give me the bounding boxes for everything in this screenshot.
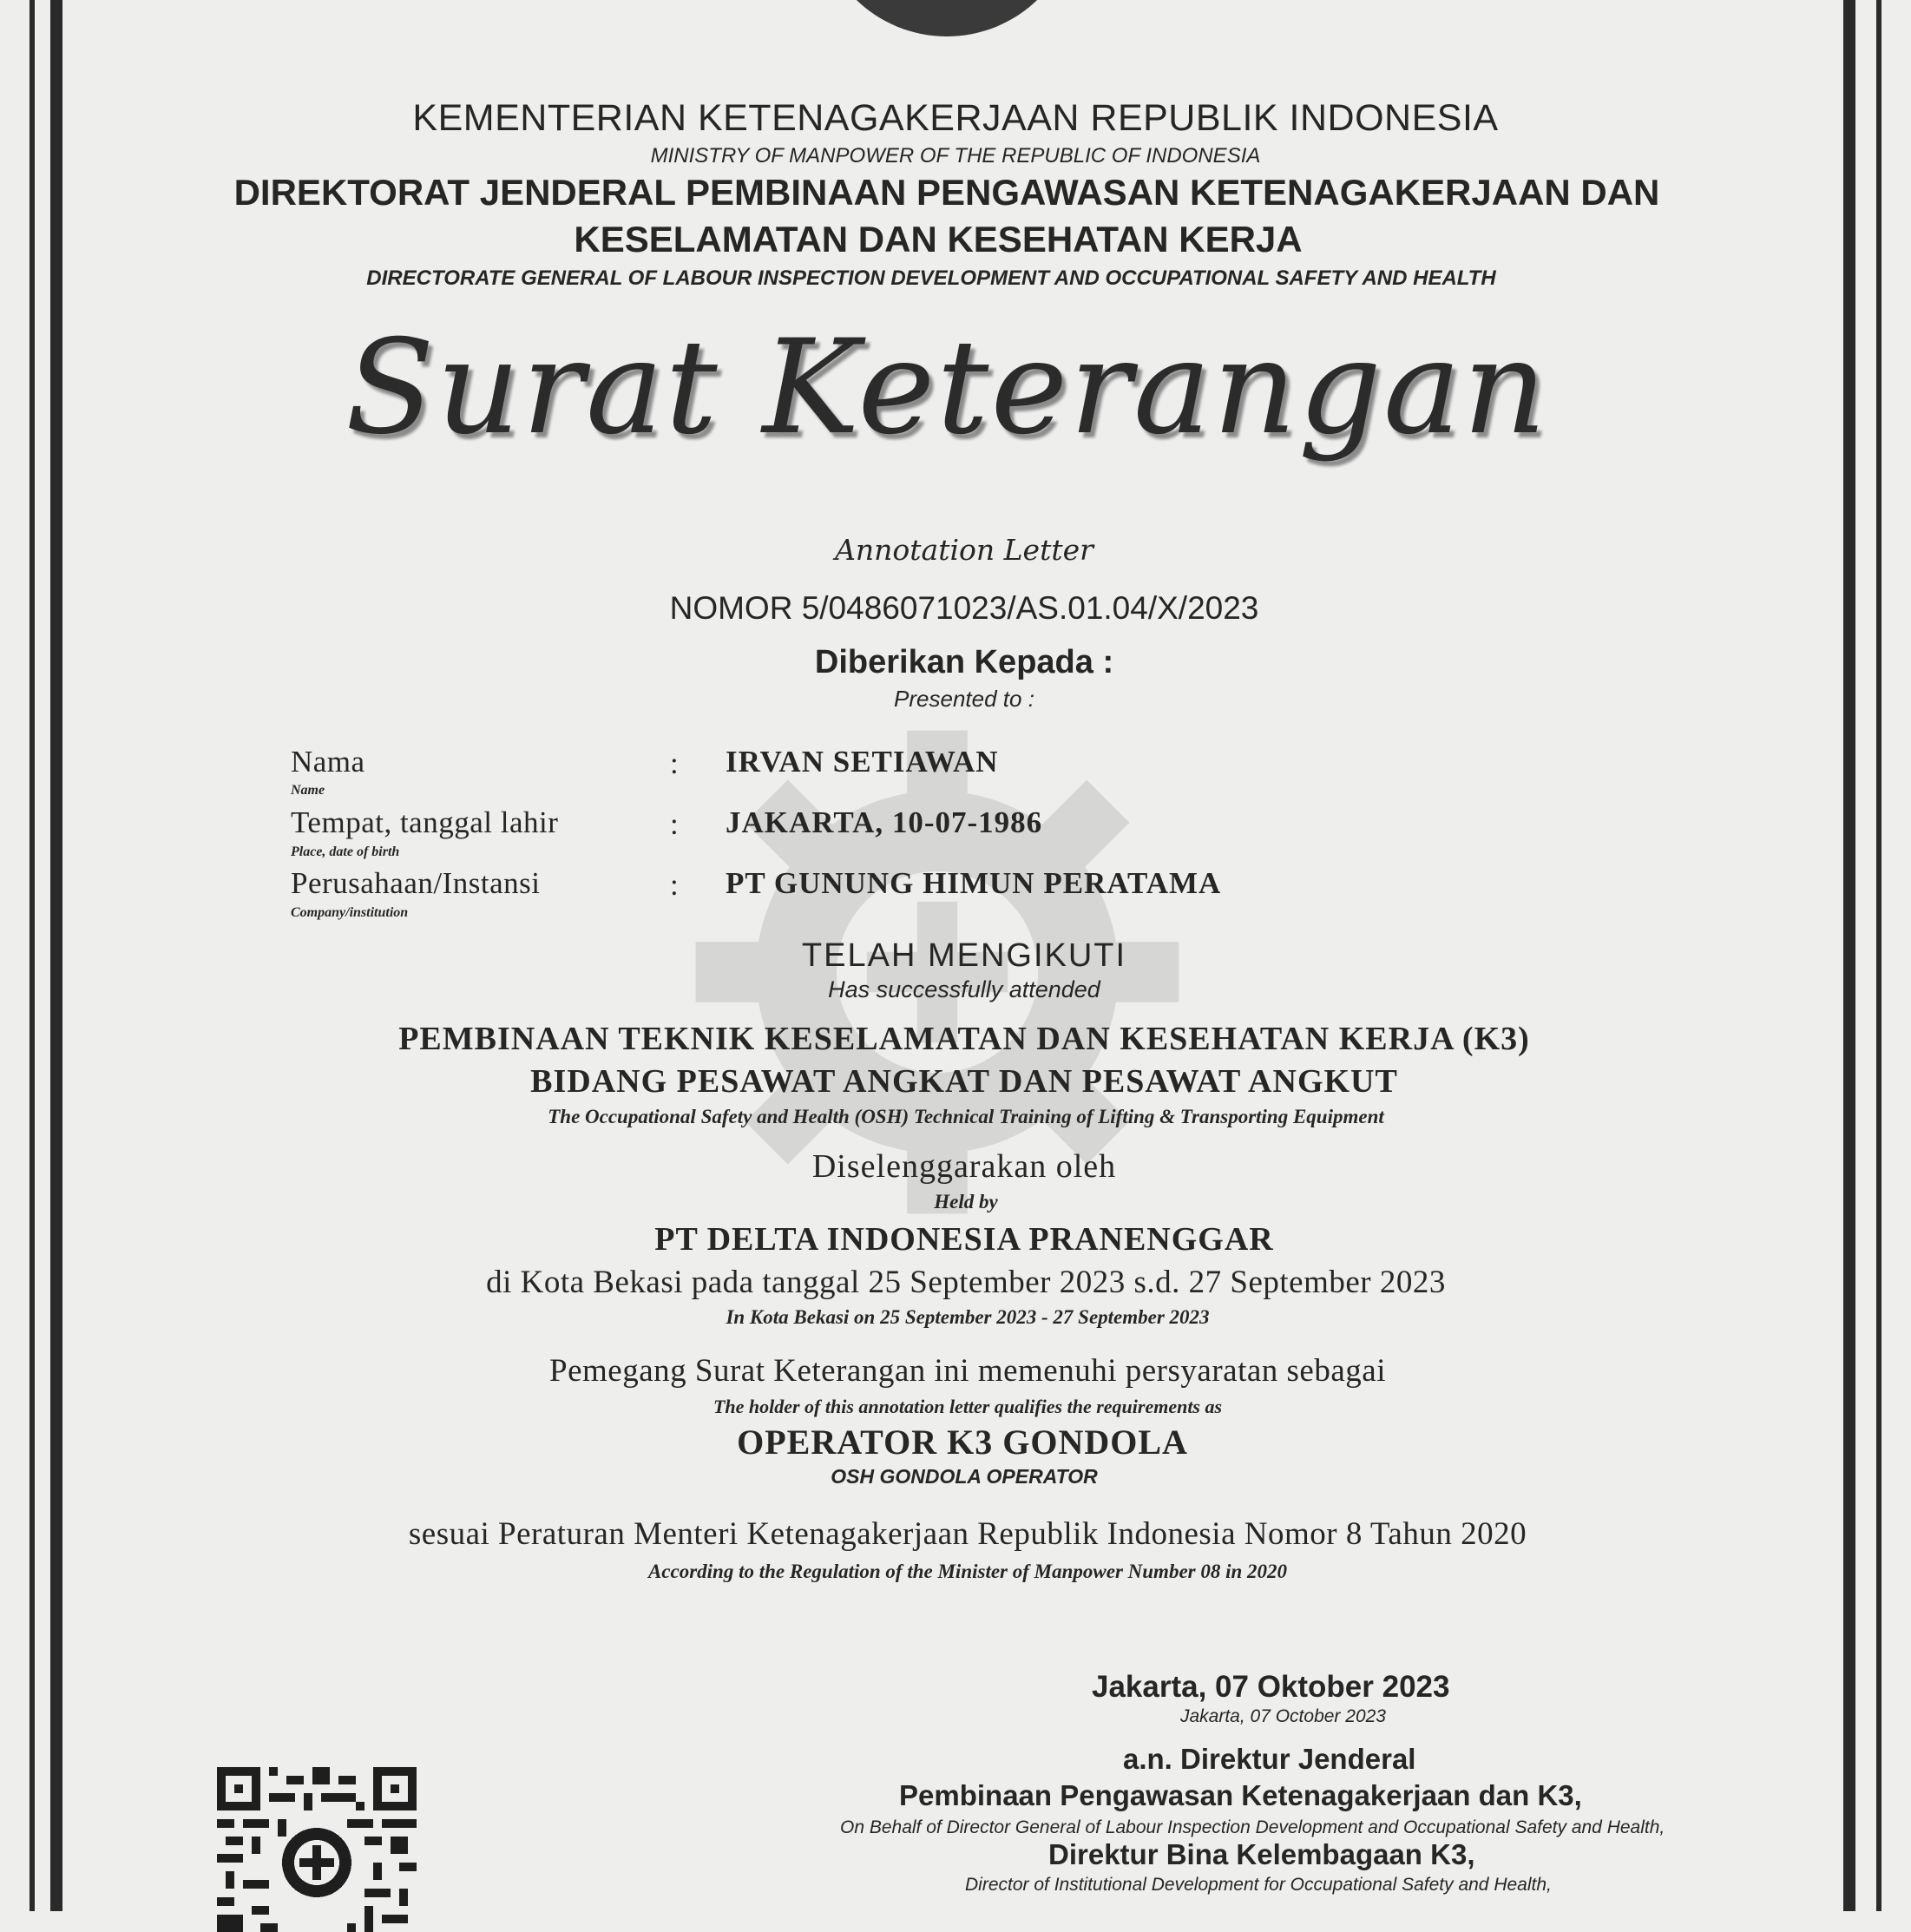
presented-label-en: Presented to : [894,686,1034,712]
directorate-line1: DIREKTORAT JENDERAL PEMBINAAN PENGAWASAN KETENAGAKERJAAN DAN [233,172,1660,213]
attended-label-en: Has successfully attended [828,976,1100,1002]
regulation-text-en: According to the Regulation of the Minister of Manpower Number 08 in 2020 [647,1561,1288,1582]
training-line2: BIDANG PESAWAT ANGKAT DAN PESAWAT ANGKUT [530,1063,1398,1100]
signatory-office: Pembinaan Pengawasan Ketenagakerjaan dan K3, [899,1779,1582,1811]
qualification-role: OPERATOR K3 GONDOLA [737,1423,1188,1462]
document-number: NOMOR 5/0486071023/AS.01.04/X/2023 [669,590,1259,626]
qualification-intro: Pemegang Surat Keterangan ini memenuhi persyaratan sebagai [549,1353,1386,1389]
regulation-text: sesuai Peraturan Menteri Ketenagakerjaan Republik Indonesia Nomor 8 Tahun 2020 [408,1516,1527,1552]
field-birth-colon: : [670,807,679,841]
document-subtitle: Annotation Letter [835,533,1093,567]
signing-date-en: Jakarta, 07 October 2023 [1180,1706,1386,1726]
signatory-director-en: Director of Institutional Development for Occupational Safety and Health, [965,1875,1552,1895]
field-name-sublabel: Name [291,783,325,798]
qualification-intro-en: The holder of this annotation letter qualifies the requirements as [713,1396,1223,1417]
training-place-date-en: In Kota Bekasi on 25 September 2023 - 27 September 2023 [726,1306,1210,1328]
field-name-label: Nama [291,745,365,779]
qualification-role-en: OSH GONDOLA OPERATOR [831,1465,1098,1488]
field-name-value: IRVAN SETIAWAN [726,745,999,779]
signatory-on-behalf: a.n. Direktur Jenderal [1123,1743,1416,1775]
directorate-en: DIRECTORATE GENERAL OF LABOUR INSPECTION DEVELOPMENT AND OCCUPATIONAL SAFETY AND HEALTH [366,266,1496,290]
presented-label: Diberikan Kepada : [814,644,1114,680]
field-company-colon: : [670,868,679,902]
field-name-colon: : [670,746,679,780]
qr-code-icon [217,1767,417,1932]
field-birth-value: JAKARTA, 10-07-1986 [726,805,1043,839]
document-title: Surat Keterangan [345,312,1549,463]
ministry-name: KEMENTERIAN KETENAGAKERJAAN REPUBLIK INDONESIA [412,97,1499,139]
field-company-value: PT GUNUNG HIMUN PERATAMA [726,866,1222,900]
signatory-director: Direktur Bina Kelembagaan K3, [1048,1838,1475,1870]
held-label-en: Held by [934,1191,998,1212]
signatory-office-en: On Behalf of Director General of Labour Inspection Development and Occupational Safety and Health, [840,1817,1665,1837]
ministry-emblem [817,0,1077,36]
training-en: The Occupational Safety and Health (OSH) Technical Training of Lifting & Transporting Equipment [548,1106,1384,1127]
field-birth-label: Tempat, tanggal lahir [291,805,559,839]
signing-date: Jakarta, 07 Oktober 2023 [1092,1670,1450,1704]
field-birth-sublabel: Place, date of birth [291,844,400,859]
ministry-name-en: MINISTRY OF MANPOWER OF THE REPUBLIC OF INDONESIA [650,144,1261,168]
training-place-date: di Kota Bekasi pada tanggal 25 September 2023 s.d. 27 September 2023 [486,1265,1446,1300]
attended-label: TELAH MENGIKUTI [801,937,1127,974]
field-company-label: Perusahaan/Instansi [291,866,541,900]
directorate-line2: KESELAMATAN DAN KESEHATAN KERJA [574,219,1303,260]
training-line1: PEMBINAAN TEKNIK KESELAMATAN DAN KESEHATAN KERJA (K3) [398,1021,1530,1057]
field-company-sublabel: Company/institution [291,905,409,920]
organizer-name: PT DELTA INDONESIA PRANENGGAR [654,1221,1274,1258]
held-label: Diselenggarakan oleh [811,1148,1117,1185]
